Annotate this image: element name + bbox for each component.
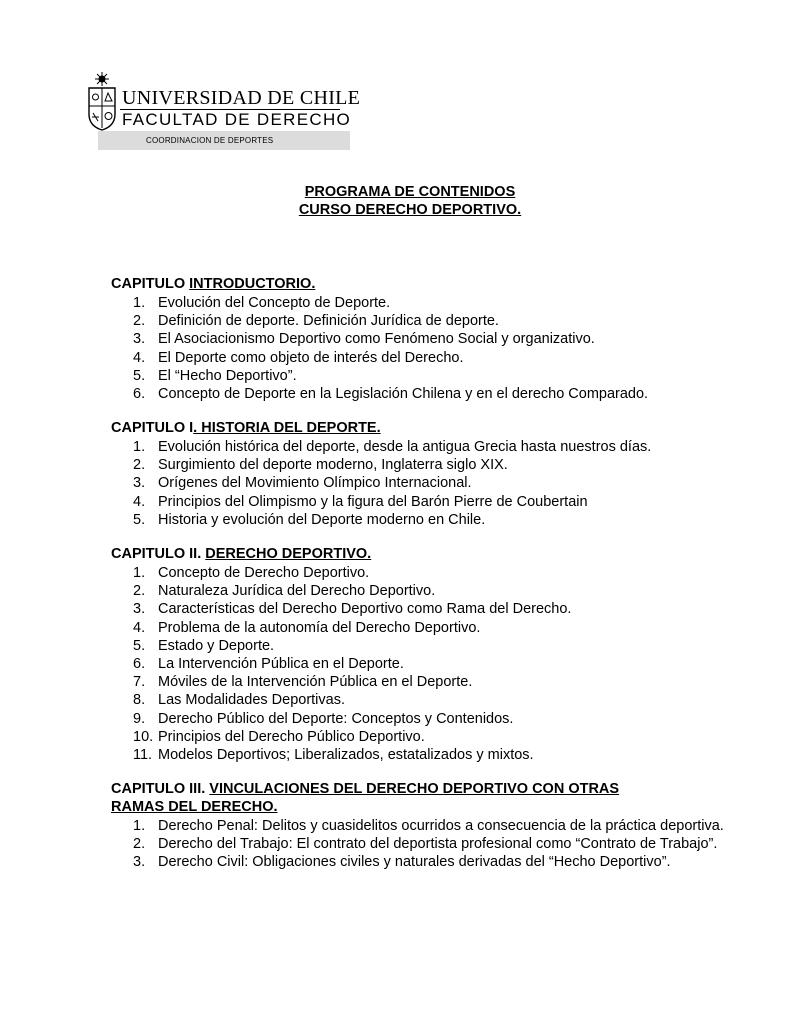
list-item-text: Evolución del Concepto de Deporte. — [158, 295, 391, 311]
section-heading-prefix: CAPITULO I — [111, 420, 194, 436]
section-heading-prefix: CAPITULO III. — [111, 781, 210, 797]
list-item-number: 8. — [133, 692, 146, 709]
list-item-text: Derecho Público del Deporte: Conceptos y Contenidos. — [158, 710, 514, 727]
list-item-number: 7. — [133, 674, 146, 691]
list-item — [111, 564, 731, 582]
university-crest-icon — [86, 70, 118, 132]
faculty-name: FACULTAD DE DERECHO — [122, 110, 352, 129]
list-item-text: Orígenes del Movimiento Olímpico Internacional. — [158, 475, 472, 492]
university-name: UNIVERSIDAD DE CHILE — [122, 87, 361, 109]
list-item-text: El Asociacionismo Deportivo como Fenómeno Social y organizativo. — [158, 331, 595, 348]
list-item-number: 9. — [133, 710, 146, 727]
list-item-text: Concepto de Derecho Deportivo. — [158, 565, 370, 581]
list-item-text: Derecho Civil: Obligaciones civiles y naturales derivadas del “Hecho Deportivo”. — [158, 854, 671, 871]
section-heading-name: DERECHO DEPORTIVO. — [205, 546, 372, 562]
section-list — [111, 817, 731, 872]
section-heading-name: VINCULACIONES DEL DERECHO DEPORTIVO CON OTRAS — [209, 781, 620, 797]
list-item-text: Las Modalidades Deportivas. — [158, 692, 345, 709]
list-item-number: 3. — [133, 475, 146, 492]
department-banner: COORDINACION DE DEPORTES — [98, 131, 350, 150]
list-item — [111, 619, 731, 637]
section-heading-prefix: CAPITULO II. — [111, 546, 206, 562]
list-item-text: Derecho del Trabajo: El contrato del deportista profesional como “Contrato de Trabajo”. — [158, 836, 718, 853]
list-item — [111, 637, 731, 655]
list-item — [111, 367, 731, 385]
list-item-text: Derecho Penal: Delitos y cuasidelitos ocurridos a consecuencia de la práctica deportiva. — [158, 818, 724, 834]
section-heading — [111, 275, 731, 293]
list-item-number: 11. — [133, 747, 153, 764]
list-item — [111, 691, 731, 709]
list-item-text: Historia y evolución del Deporte moderno en Chile. — [158, 511, 486, 528]
list-item — [111, 511, 731, 529]
list-item-number: 2. — [133, 583, 146, 600]
list-item-number: 2. — [133, 313, 146, 330]
section-vinculaciones — [111, 780, 731, 872]
list-item-number: 1. — [133, 439, 146, 455]
list-item-text: Principios del Olimpismo y la figura del Barón Pierre de Coubertain — [158, 493, 588, 510]
section-list — [111, 294, 731, 403]
list-item — [111, 817, 731, 835]
list-item — [111, 330, 731, 348]
list-item — [111, 853, 731, 871]
list-item-number: 6. — [133, 656, 146, 673]
list-item — [111, 456, 731, 474]
list-item-number: 10. — [133, 728, 154, 745]
list-item — [111, 673, 731, 691]
list-item-number: 4. — [133, 349, 146, 366]
section-heading-continued — [111, 798, 731, 816]
list-item-text: Naturaleza Jurídica del Derecho Deportivo. — [158, 583, 436, 600]
section-list — [111, 438, 731, 529]
list-item-number: 3. — [133, 601, 146, 618]
list-item-text: Problema de la autonomía del Derecho Deportivo. — [158, 619, 481, 636]
list-item-number: 1. — [133, 295, 146, 311]
section-heading — [111, 419, 731, 437]
section-introductorio — [111, 275, 731, 403]
section-heading-name-line-2: RAMAS DEL DERECHO. — [111, 799, 278, 815]
list-item-number: 2. — [133, 836, 146, 853]
list-item-text: Surgimiento del deporte moderno, Inglaterra siglo XIX. — [158, 457, 508, 474]
section-list — [111, 564, 731, 764]
list-item-number: 5. — [133, 637, 146, 654]
list-item-text: Evolución histórica del deporte, desde la antigua Grecia hasta nuestros días. — [158, 439, 652, 455]
list-item-text: El “Hecho Deportivo”. — [158, 367, 297, 384]
list-item — [111, 710, 731, 728]
list-item — [111, 474, 731, 492]
list-item-text: Estado y Deporte. — [158, 637, 275, 654]
section-heading-name: . HISTORIA DEL DEPORTE. — [193, 420, 381, 436]
list-item — [111, 493, 731, 511]
list-item-number: 3. — [133, 854, 146, 871]
document-title-line-2: CURSO DERECHO DEPORTIVO. — [298, 202, 522, 218]
list-item — [111, 655, 731, 673]
letterhead — [86, 70, 361, 150]
section-heading — [111, 545, 731, 563]
section-historia-del-deporte — [111, 419, 731, 529]
list-item-text: Modelos Deportivos; Liberalizados, estatalizados y mixtos. — [158, 747, 534, 764]
list-item-text: La Intervención Pública en el Deporte. — [158, 656, 404, 673]
list-item — [111, 349, 731, 367]
list-item — [111, 746, 731, 764]
document-title-line-1: PROGRAMA DE CONTENIDOS — [304, 184, 516, 200]
list-item-number: 6. — [133, 386, 146, 403]
list-item-text: Definición de deporte. Definición Jurídica de deporte. — [158, 313, 499, 330]
section-derecho-deportivo — [111, 545, 731, 764]
list-item — [111, 438, 731, 456]
list-item-number: 5. — [133, 511, 146, 528]
list-item — [111, 728, 731, 746]
list-item-number: 1. — [133, 818, 146, 834]
list-item — [111, 582, 731, 600]
list-item — [111, 294, 731, 312]
list-item-number: 4. — [133, 619, 146, 636]
list-item-text: Móviles de la Intervención Pública en el Deporte. — [158, 674, 473, 691]
list-item — [111, 385, 731, 403]
list-item-number: 3. — [133, 331, 146, 348]
list-item-text: Características del Derecho Deportivo como Rama del Derecho. — [158, 601, 572, 618]
list-item — [111, 835, 731, 853]
list-item-number: 1. — [133, 565, 146, 581]
list-item-number: 4. — [133, 493, 146, 510]
list-item-number: 5. — [133, 367, 146, 384]
list-item-text: Principios del Derecho Público Deportivo. — [158, 728, 425, 745]
list-item-number: 2. — [133, 457, 146, 474]
list-item — [111, 600, 731, 618]
section-heading-name: INTRODUCTORIO. — [189, 276, 316, 292]
list-item-text: El Deporte como objeto de interés del Derecho. — [158, 349, 464, 366]
section-heading — [111, 780, 731, 798]
list-item-text: Concepto de Deporte en la Legislación Chilena y en el derecho Comparado. — [158, 386, 649, 403]
list-item — [111, 312, 731, 330]
section-heading-prefix: CAPITULO — [111, 276, 190, 292]
